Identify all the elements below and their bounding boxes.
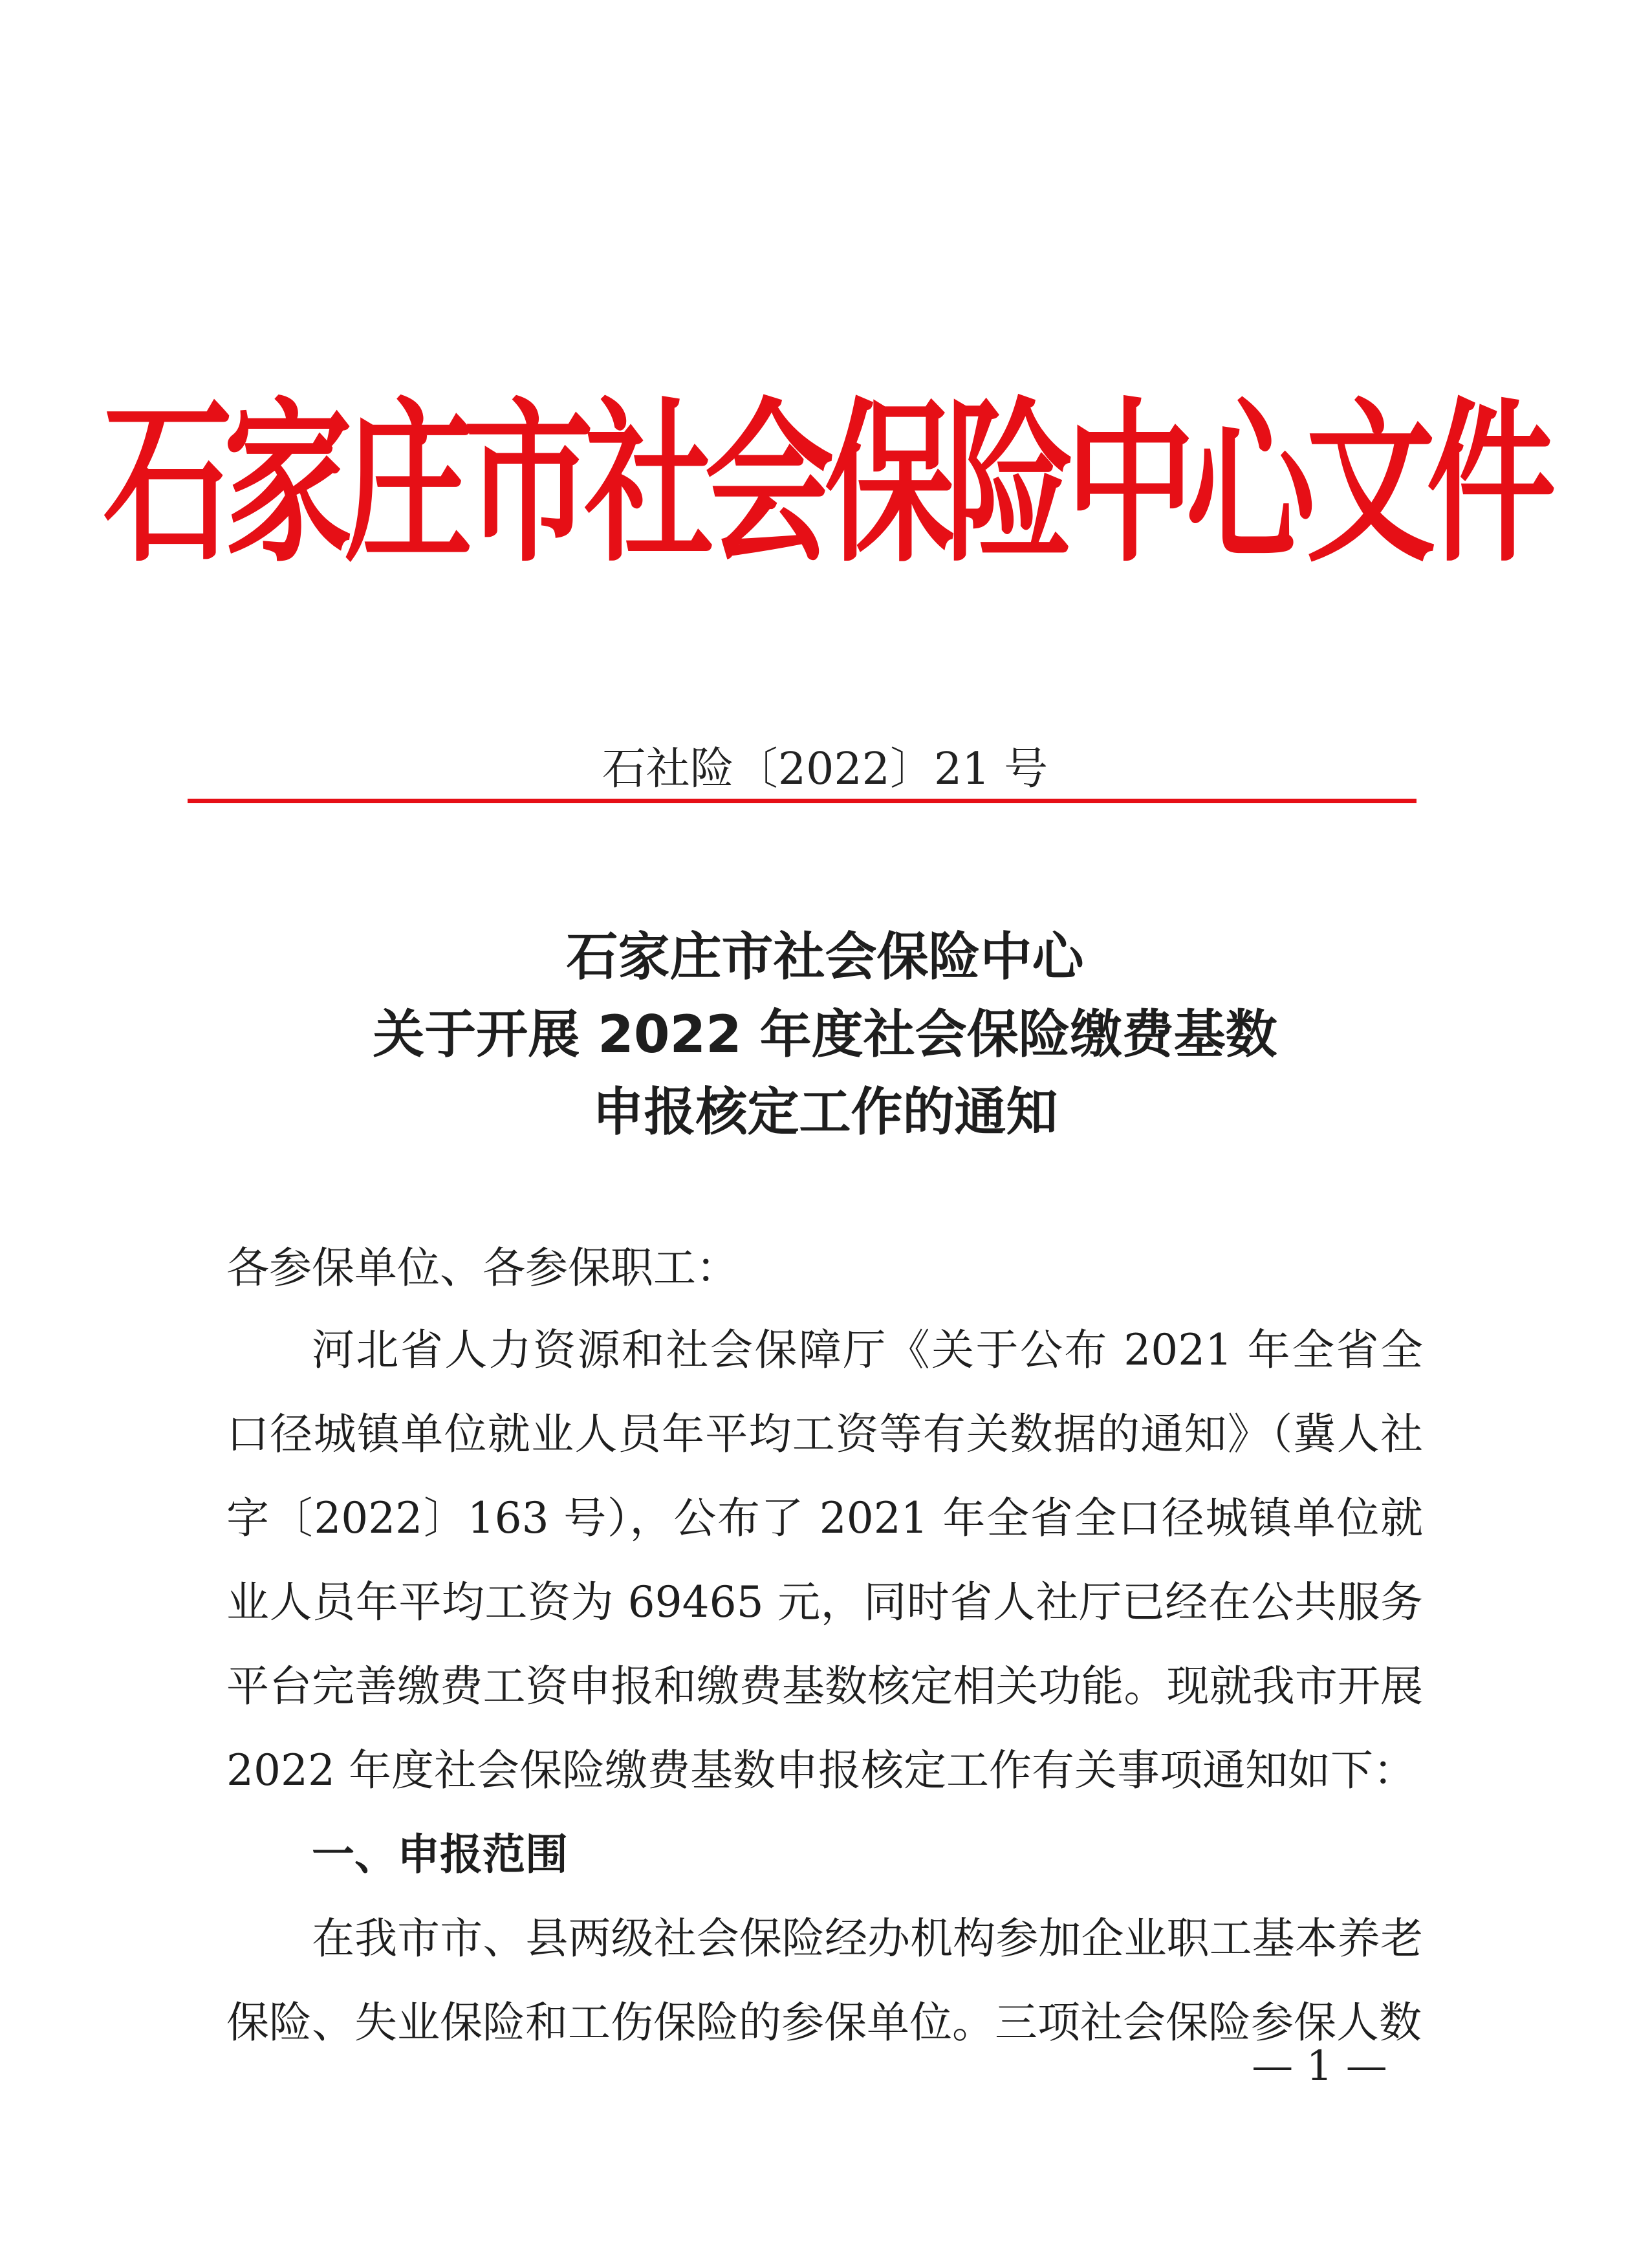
body-paragraph-2: 在我市市、县两级社会保险经办机构参加企业职工基本养老保险、失业保险和工伤保险的参保单位。三项社会保险参保人数	[226, 1914, 1423, 2047]
notice-body	[226, 1227, 1423, 2065]
section-heading-1: 一、申报范围	[312, 1830, 568, 1879]
notice-title-line-3: 申报核定工作的通知	[592, 1082, 1058, 1142]
body-paragraph-1: 河北省人力资源和社会保障厅《关于公布 2021 年全省全口径城镇单位就业人员年平均工资等有关数据的通知》（冀人社字〔2022〕163 号），公布了 2021 年全省全口径城镇单位就业人员年平均工资为 69465 元，同时省人社厅已经在公共服务平台完善缴费工资申报和缴费基数核定相关功能。现就我市开展 2022 年度社会保险缴费基数申报核定工作有关事项通知如下：	[226, 1325, 1423, 1795]
issuer-header-title: 石家庄市社会保险中心文件	[103, 383, 1547, 587]
salutation: 各参保单位、各参保职工：	[226, 1243, 739, 1293]
notice-title	[0, 918, 1650, 1151]
notice-title-line-1: 石家庄市社会保险中心	[566, 927, 1084, 987]
page-number: — 1 —	[1252, 2042, 1387, 2090]
red-separator-rule	[188, 799, 1417, 803]
document-number: 石社险〔2022〕21 号	[602, 744, 1048, 795]
notice-title-line-2: 关于开展 2022 年度社会保险缴费基数	[373, 1004, 1277, 1064]
